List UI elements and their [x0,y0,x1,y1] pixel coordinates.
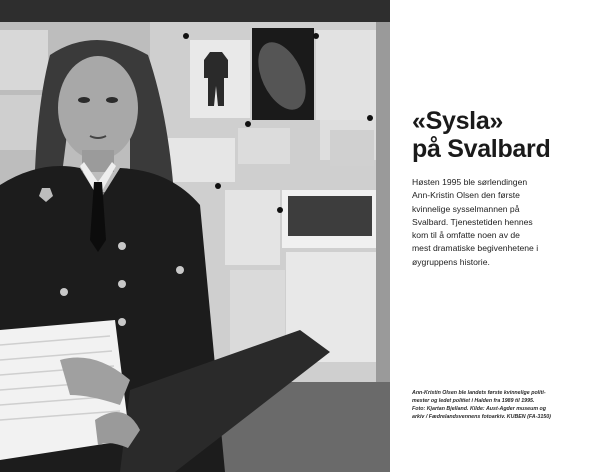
caption-line: Foto: Kjartan Bjelland. Kilde: Aust-Agder museum og [412,406,546,412]
lead-line: mest dramatiske begivenhetene i [412,243,539,254]
headline-line: på Svalbard [412,135,551,163]
face [58,56,138,160]
lead-line: Høsten 1995 ble sørlendingen [412,177,528,187]
lead-line: Ann-Kristin Olsen den første [412,190,520,201]
lead-paragraph [412,176,596,269]
headline [412,107,592,163]
caption-line: mester og ledet politiet i Halden fra 1989 til 1995. [412,398,535,404]
caption-line: Ann-Kristin Olsen ble landets første kvinnelige politi- [412,390,546,396]
lead-line: Svalbard. Tjenestetiden hennes [412,216,533,227]
lead-line: kom til å omfatte noen av de [412,230,520,241]
caption-line: arkiv / Fædrelandsvennens fotoarkiv. KUBEN (FA-3150) [412,414,551,420]
lead-line: kvinnelige sysselmannen på [412,203,520,214]
headline-line: «Sysla» [412,107,504,135]
photo-caption [412,389,594,421]
lead-line: øygruppens historie. [412,256,490,267]
text-column [390,0,600,472]
